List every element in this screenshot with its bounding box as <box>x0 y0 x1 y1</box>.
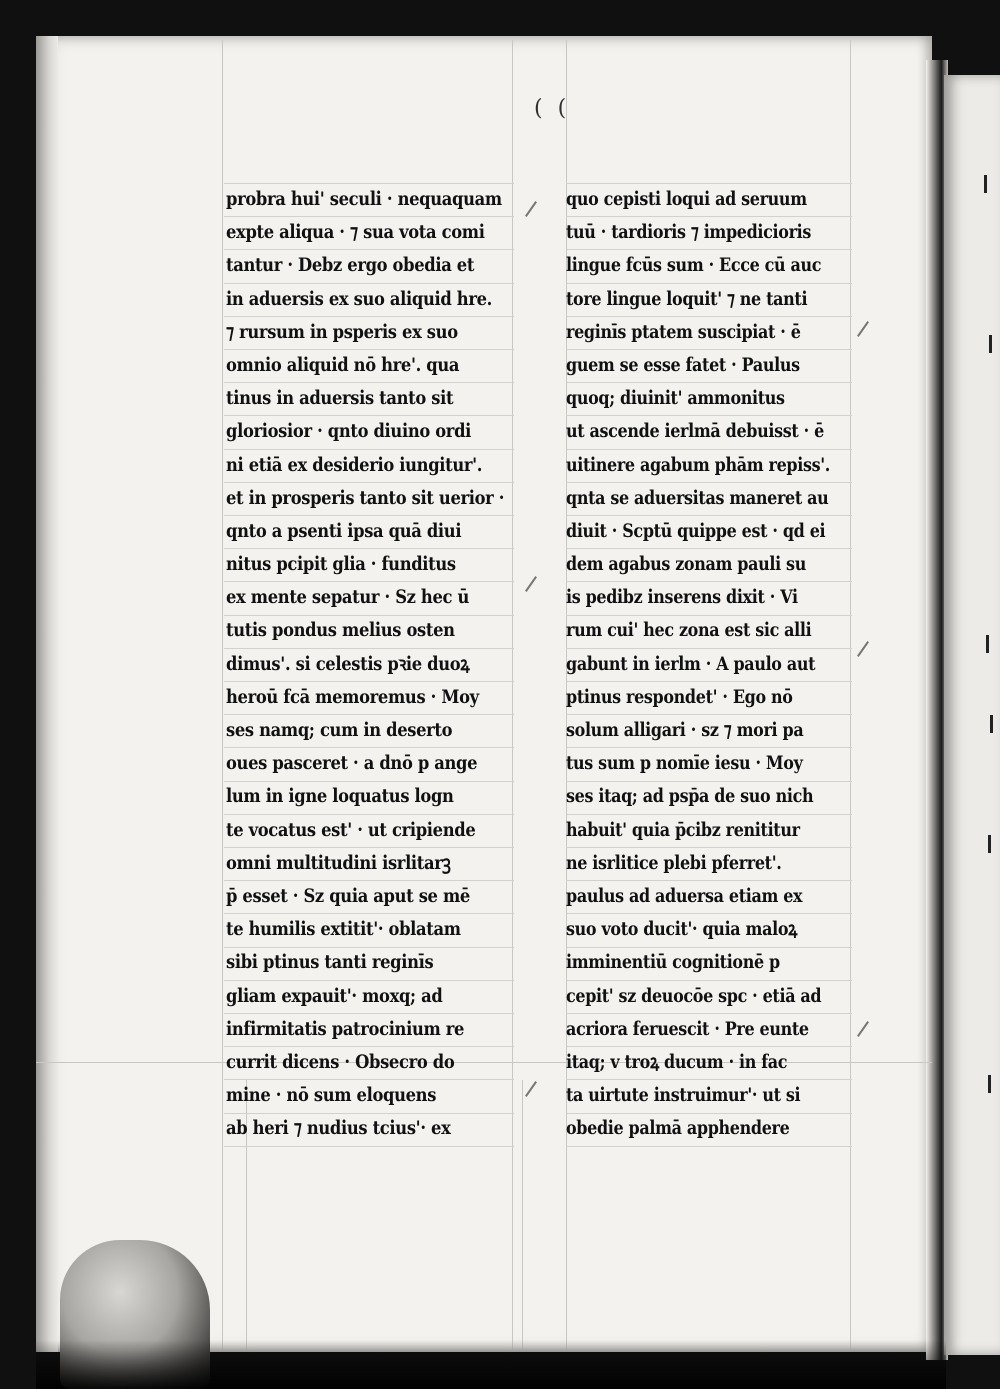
text-line: cepit' sz deuocōe spc · etiā ad <box>566 984 822 1007</box>
text-line: reginīs ptatem suscipiat · ē <box>566 320 801 343</box>
text-line: expte aliqua · ⁊ sua vota comi <box>226 221 485 244</box>
text-line: acriora feruescit · Pre eunte <box>566 1017 809 1040</box>
text-line: ses namq; cum in deserto <box>226 719 453 741</box>
text-line: diuit · Scptū quippe est · qd ei <box>566 519 826 542</box>
text-line: gliam expauit'· moxq; ad <box>226 984 443 1007</box>
text-line: dimus'. si celestis pꝛie duoꝝ <box>226 652 470 675</box>
text-line: mine · nō sum eloquens <box>226 1084 437 1107</box>
text-line: tore lingue loquit' ⁊ ne tanti <box>566 287 808 310</box>
text-line: currit dicens · Obsecro do <box>226 1050 455 1073</box>
text-line: qnta se aduersitas maneret au <box>566 486 829 509</box>
text-line: ni etiā ex desiderio iungitur'. <box>226 453 483 476</box>
text-line: itaq; v troꝝ ducum · in fac <box>566 1050 788 1073</box>
page-edge <box>36 36 58 1352</box>
text-line: omnio aliquid nō hre'. qua <box>226 353 460 376</box>
text-line: ut ascende ierlmā debuisst · ē <box>566 420 824 443</box>
text-line: ne isrlitice plebi pferret'. <box>566 851 782 874</box>
ruling-line-vertical <box>222 40 223 1352</box>
text-line: nitus pcipit glia · funditus <box>226 553 456 576</box>
facing-page-ruling-mark <box>986 635 989 653</box>
text-line: probra hui' seculi · nequaquam <box>226 188 502 210</box>
facing-page-ruling-mark <box>984 175 987 193</box>
text-column-right <box>566 183 852 1145</box>
text-line: imminentiū cognitionē p <box>566 951 780 974</box>
text-line: p̄ esset · Sz quia aput se mē <box>226 884 470 907</box>
text-line: ta uirtute instruimur'· ut si <box>566 1084 801 1107</box>
scan-shadow <box>36 1340 946 1389</box>
text-line: omni multitudini isrlitarꝫ <box>226 851 451 874</box>
facing-page-ruling-mark <box>988 835 991 853</box>
text-line: guem se esse fatet · Paulus <box>566 353 800 376</box>
text-line: lum in igne loquatus logn <box>226 785 454 808</box>
text-line: oues pasceret · a dnō p ange <box>226 752 478 775</box>
text-line: quo cepisti loqui ad seruum <box>566 188 807 210</box>
text-line: infirmitatis patrocinium re <box>226 1017 465 1040</box>
text-line: suo voto ducit'· quia maloꝝ <box>566 918 798 941</box>
text-line: ptinus respondet' · Ego nō <box>566 685 793 708</box>
text-line: lingue fcūs sum · Ecce cū auc <box>566 254 822 277</box>
text-line: sibi ptinus tanti reginīs <box>226 951 434 974</box>
facing-page-ruling-mark <box>990 715 993 733</box>
text-line: solum alligari · sz ⁊ mori pa <box>566 719 804 741</box>
folio-mark: ( ( <box>534 96 571 121</box>
text-line: obedie palmā apphendere <box>566 1117 790 1140</box>
text-line: gabunt in ierlm · A paulo aut <box>566 652 816 675</box>
text-line: uitinere agabum phām repiss'. <box>566 453 831 476</box>
facing-page-ruling-mark <box>988 1075 991 1093</box>
text-line: is pedibz inserens dixit · Vi <box>566 586 798 609</box>
facing-page-ruling-mark <box>989 335 992 353</box>
text-line: tantur · Debz ergo obedia et <box>226 254 475 277</box>
text-line: ses itaq; ad psp̄a de suo nich <box>566 785 814 808</box>
text-line: heroū fcā memoremus · Moy <box>226 685 479 708</box>
text-line: tus sum p nomīe iesu · Moy <box>566 752 803 775</box>
facing-page-edge <box>944 75 1000 1355</box>
text-line: ex mente sepatur · Sz hec ū <box>226 586 470 609</box>
text-line: tutis pondus melius osten <box>226 619 455 642</box>
text-line: tinus in aduersis tanto sit <box>226 387 454 410</box>
text-line: et in prosperis tanto sit uerior · <box>226 486 505 509</box>
text-line: qnto a psenti ipsa quā diui <box>226 519 462 542</box>
text-line: rum cui' hec zona est sic alli <box>566 619 812 642</box>
text-line: tuū · tardioris ⁊ impedicioris <box>566 221 812 244</box>
text-line: habuit' quia p̄cibz renititur <box>566 818 800 841</box>
text-line: in aduersis ex suo aliquid hre. <box>226 287 493 310</box>
text-line: gloriosior · qnto diuino ordi <box>226 420 472 443</box>
text-line: ab heri ⁊ nudius tcius'· ex <box>226 1117 451 1140</box>
text-line: ⁊ rursum in psperis ex suo <box>226 320 458 343</box>
text-line: quoq; diuinit' ammonitus <box>566 387 785 410</box>
ruling-line-horizontal <box>224 1146 514 1147</box>
ruling-line-horizontal <box>566 1146 852 1147</box>
text-line: te vocatus est' · ut cripiende <box>226 818 476 841</box>
text-line: dem agabus zonam pauli su <box>566 553 806 576</box>
text-line: paulus ad aduersa etiam ex <box>566 884 803 907</box>
text-line: te humilis extitit'· oblatam <box>226 918 461 941</box>
text-column-left <box>226 183 524 1145</box>
